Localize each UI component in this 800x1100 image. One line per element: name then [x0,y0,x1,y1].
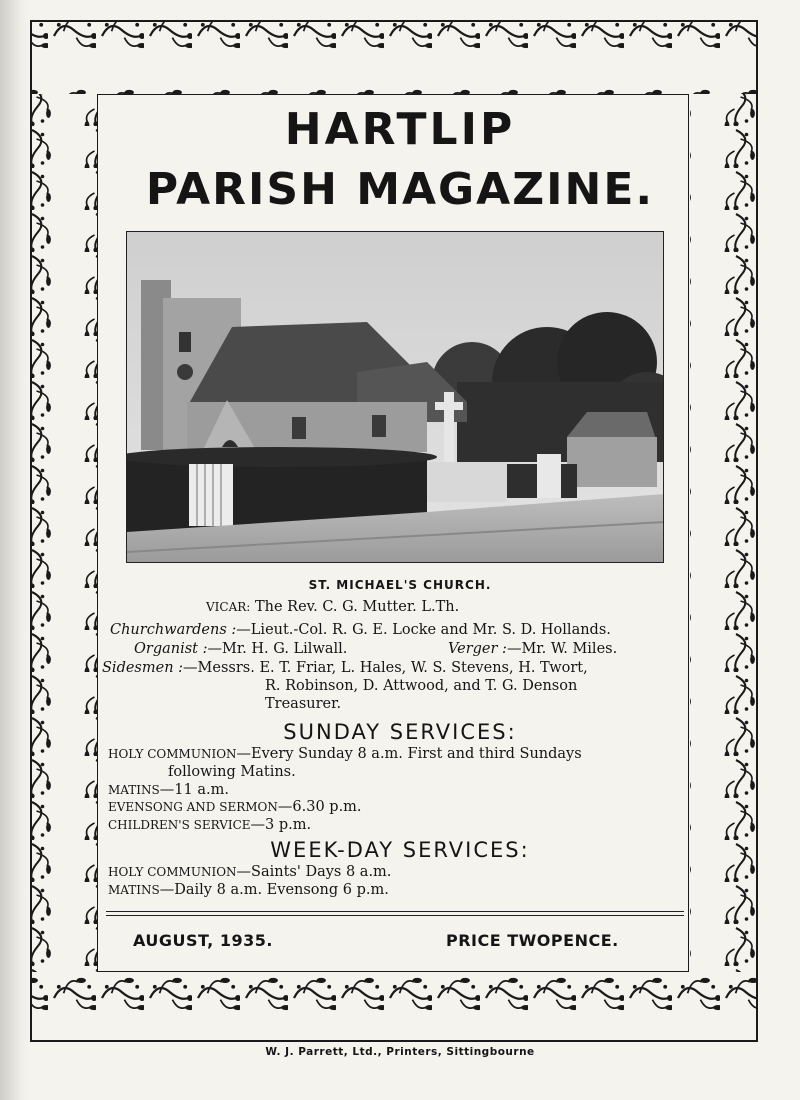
divider-rule [106,915,684,916]
magazine-title-line2: PARISH MAGAZINE. [145,164,655,215]
sidesmen-label: Sidesmen : [102,660,184,676]
matins-value: —11 a.m. [159,782,229,798]
evensong-label: EVENSONG AND SERMON [108,800,278,814]
weekday-hc-value: —Saints' Days 8 a.m. [236,864,392,880]
vicar-value: The Rev. C. G. Mutter. L.Th. [254,599,460,615]
issue-date: AUGUST, 1935. [133,931,273,950]
sidesmen-line1: —Messrs. E. T. Friar, L. Hales, W. S. Stevens, H. Twort, [183,660,588,676]
weekday-services-heading: WEEK-DAY SERVICES: [270,838,530,862]
weekday-hc-label: HOLY COMMUNION [108,865,237,879]
churchwardens-value: —Lieut.-Col. R. G. E. Locke and Mr. S. D. Hollands. [236,622,611,638]
sidesmen-row [102,659,588,677]
sunday-hc-row [108,745,582,763]
organist-value: —Mr. H. G. Lilwall. [207,641,348,657]
organist-row [134,640,347,658]
weekday-matins-row [108,881,389,899]
children-service-row [108,816,311,834]
photo-caption: ST. MICHAEL'S CHURCH. [308,578,492,592]
sidesmen-line3: Treasurer. [265,696,342,712]
vicar-label: VICAR: [206,600,251,614]
magazine-title-line1: HARTLIP [284,104,516,155]
divider-rule [106,911,684,912]
sidesmen-line2: R. Robinson, D. Attwood, and T. G. Denson [265,678,578,694]
weekday-hc-row [108,863,391,881]
matins-row [108,781,229,799]
organist-label: Organist : [134,641,208,657]
evensong-value: —6.30 p.m. [277,799,362,815]
weekday-matins-value: —Daily 8 a.m. Evensong 6 p.m. [159,882,389,898]
matins-label: MATINS [108,783,160,797]
vicar-row [206,598,459,616]
sunday-services-heading: SUNDAY SERVICES: [283,720,517,744]
children-value: —3 p.m. [250,817,312,833]
church-photo [126,231,664,563]
sunday-hc-value: —Every Sunday 8 a.m. First and third Sundays [236,746,582,762]
verger-value: —Mr. W. Miles. [506,641,618,657]
verger-label: Verger : [448,641,507,657]
issue-price: PRICE TWOPENCE. [446,931,619,950]
weekday-matins-label: MATINS [108,883,160,897]
verger-row [448,640,617,658]
sunday-hc-label: HOLY COMMUNION [108,747,237,761]
printer-imprint: W. J. Parrett, Ltd., Printers, Sittingbourne [265,1046,535,1058]
churchwardens-row [110,621,611,639]
evensong-row [108,798,362,816]
children-label: CHILDREN'S SERVICE [108,818,251,832]
sunday-hc-value2: following Matins. [168,764,296,780]
churchwardens-label: Churchwardens : [110,622,237,638]
